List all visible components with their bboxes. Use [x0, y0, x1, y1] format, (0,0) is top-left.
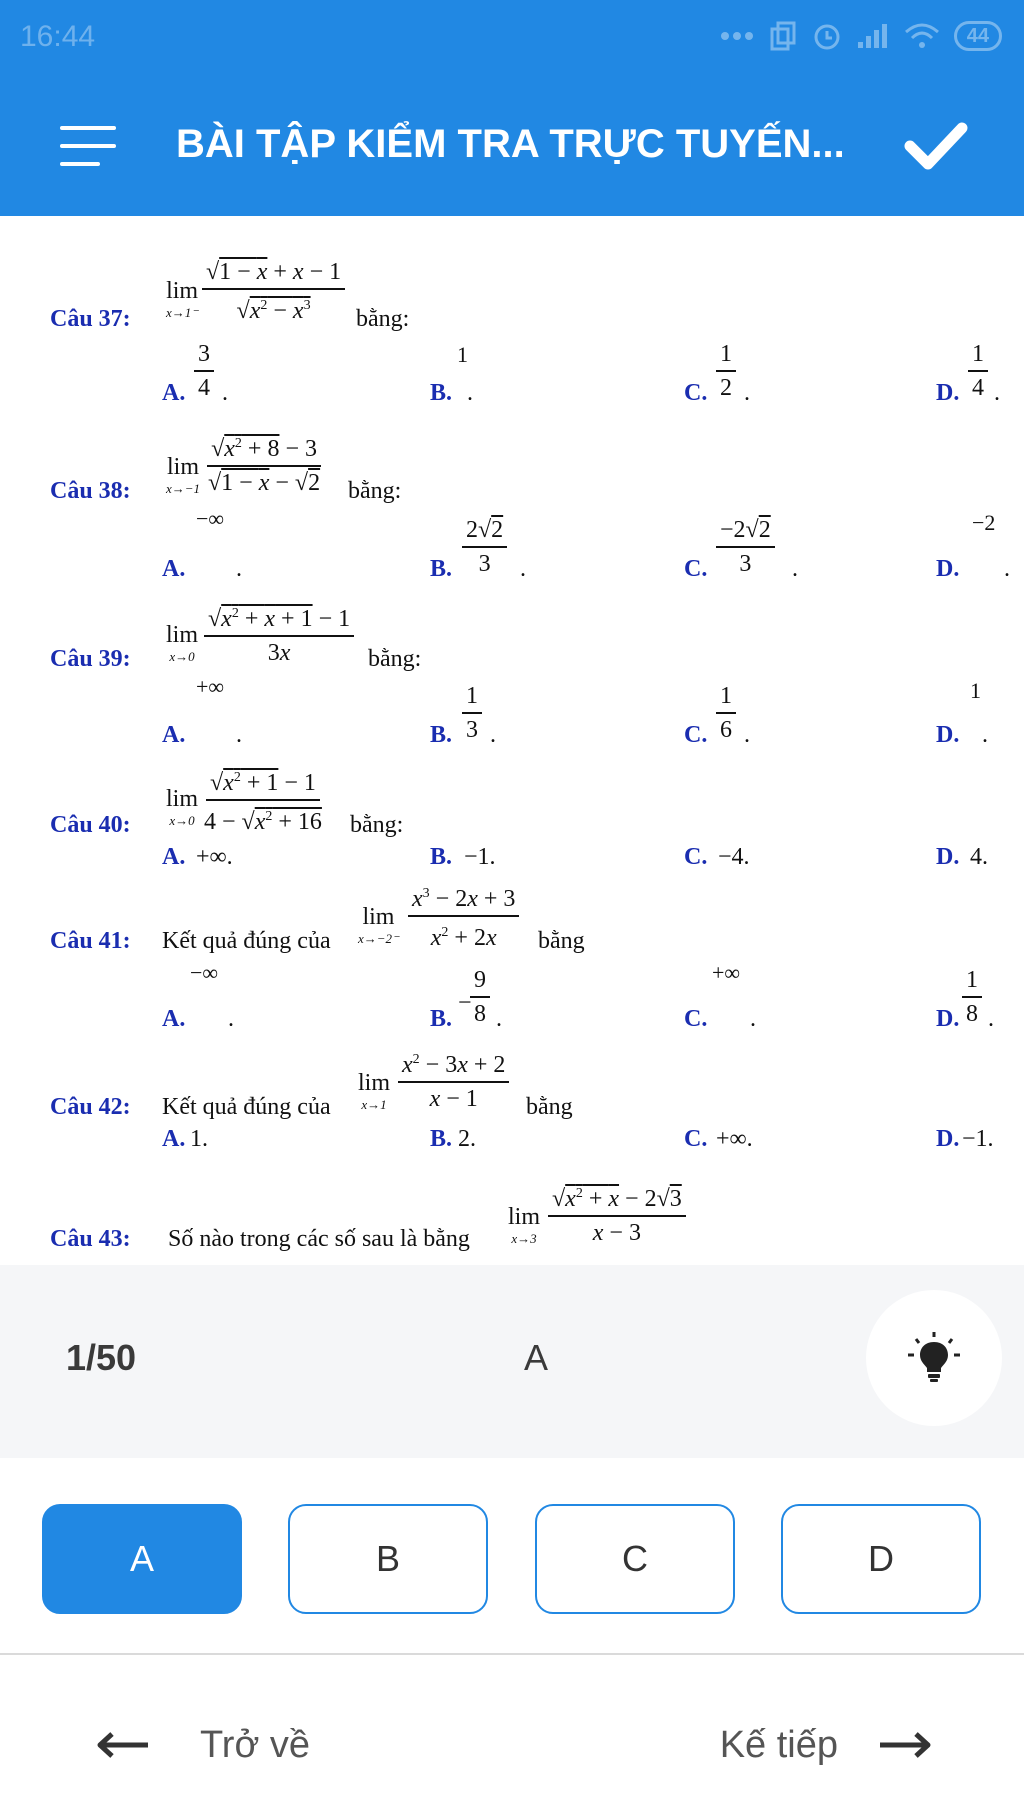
bottom-navigation: [0, 1657, 1024, 1820]
arrow-right-icon: [878, 1730, 932, 1760]
limit-expression: $\frac{√x^2 + 1 - 1}{4 - √x^2 + 16}$: [200, 764, 326, 836]
question-intro: Kết quả đúng của: [162, 928, 331, 954]
signal-icon: [856, 22, 890, 50]
limit-operator: lim x→0: [166, 786, 199, 828]
choice-d-button[interactable]: D: [781, 1504, 981, 1614]
limit-operator: lim x→1⁻: [166, 278, 199, 320]
back-button[interactable]: [96, 1717, 310, 1773]
question-sheet: Câu 37: lim x→1⁻ $\frac{√1 - x + x - 1}{√x^2 - x^3}$ bằng: A. $\frac{3}{4}$ . B. 1 . C. $\frac{1}{2}$ . D. $\frac{1}{4}$ . Câu 38: lim x→−1 $\frac{√x^2 + 8 - 3}{√1 - x - √2}$ bằng: −∞ A. . B. $\frac{2√2}{3}$ . C. $\frac{-2√2}{3}$ . D. −2 . Câu 39: lim x→0 $\frac{√x^2 + x + 1 - 1}{3x}$ bằng: +∞ A. . B. $\frac{1}{3}$ . C. $\frac{1}{6}$ . D. 1 . Câu 40: lim x→0 $\frac{√x^2 + 1 - 1}{4 - √x^2 + 16}$ bằng: A. +∞. B. −1. C. −4. D. 4. Câu 41: Kết quả đúng của lim x→−2⁻ $\frac{x^3 - 2x + 3}{x^2 + 2x}$ bằng −∞ +∞ A. . B. − $\frac{9}{8}$ . C. . D. $\frac{1}{8}$ . Câu 42: Kết quả đúng của lim x→1 $\frac{x^2 - 3x + 2}{x - 1}$ bằng A. 1. B. 2. C. +∞. D. −1. Câu 43: Số nào trong các số sau là bằng lim x→3 $\frac{√x^2 + x - 2√3}{x - 3}$: [50, 259, 1010, 1252]
hint-button[interactable]: [866, 1290, 1002, 1426]
answer-status-bar: [0, 1265, 1024, 1458]
option-c-value: $\frac{-2√2}{3}$: [716, 516, 775, 578]
next-button[interactable]: [720, 1717, 932, 1773]
option-a-fragment: −∞: [196, 506, 225, 531]
limit-expression: $\frac{√x^2 + x + 1 - 1}{3x}$: [204, 600, 354, 667]
option-b-fragment: 1: [457, 342, 468, 367]
next-label: Kế tiếp: [719, 1723, 838, 1766]
option-a-key: A.: [162, 722, 186, 748]
option-a-key: A.: [162, 1126, 186, 1152]
question-label: Câu 39:: [50, 646, 131, 672]
question-label: Câu 40:: [50, 812, 131, 838]
option-c-value: $\frac{1}{2}$: [716, 340, 736, 402]
option-c-key: C.: [684, 1006, 708, 1032]
option-c-fragment: +∞: [712, 960, 741, 985]
option-c-value: −4.: [718, 844, 750, 870]
status-time: 16:44: [20, 20, 96, 53]
limit-expression: $\frac{√x^2 + x - 2√3}{x - 3}$: [548, 1180, 686, 1247]
selected-answer: A: [523, 1337, 548, 1378]
option-d-fragment: −2: [972, 510, 996, 535]
option-a-value: 1.: [190, 1126, 208, 1152]
limit-expression: $\frac{x^3 - 2x + 3}{x^2 + 2x}$: [408, 880, 519, 952]
question-suffix: bằng:: [350, 812, 404, 838]
option-a-key: A.: [162, 844, 186, 870]
answer-choices: [0, 1458, 1024, 1655]
limit-expression: $\frac{√1 - x + x - 1}{√x^2 - x^3}$: [202, 258, 345, 325]
question-label: Câu 42:: [50, 1094, 131, 1120]
question-label: Câu 43:: [50, 1226, 131, 1252]
screen-rotate-icon: [768, 21, 798, 51]
option-b-key: B.: [430, 556, 453, 582]
option-a-value: $\frac{3}{4}$: [194, 340, 214, 402]
question-suffix: bằng: [526, 1094, 573, 1120]
choice-c-button[interactable]: C: [535, 1504, 735, 1614]
option-d-value: $\frac{1}{4}$: [968, 340, 988, 402]
back-label: Trở về: [200, 1723, 311, 1766]
limit-operator: lim x→−2⁻: [358, 904, 399, 946]
option-c-key: C.: [684, 380, 708, 406]
limit-operator: lim x→3: [508, 1204, 541, 1246]
option-b-value: −1.: [464, 844, 496, 870]
option-c-key: C.: [684, 844, 708, 870]
option-a-value: +∞.: [196, 844, 233, 870]
app-bar: [0, 0, 1024, 216]
limit-operator: lim x→1: [358, 1070, 391, 1112]
question-suffix: bằng:: [356, 306, 410, 332]
status-icons: [720, 18, 1002, 54]
option-c-key: C.: [684, 1126, 708, 1152]
option-a-fragment: +∞: [196, 674, 225, 699]
page-title: BÀI TẬP KIỂM TRA TRỰC TUYẾN...: [176, 122, 845, 166]
lightbulb-icon: [906, 1330, 962, 1386]
submit-check-icon[interactable]: [904, 118, 968, 174]
option-a-fragment: −∞: [190, 960, 219, 985]
option-d-key: D.: [936, 844, 960, 870]
option-b-value: 2.: [458, 1126, 476, 1152]
option-d-key: D.: [936, 1006, 960, 1032]
option-b-value: $\frac{1}{3}$: [462, 682, 482, 744]
option-a-key: A.: [162, 380, 186, 406]
status-bar: [0, 0, 1024, 72]
option-d-key: D.: [936, 556, 960, 582]
question-intro: Kết quả đúng của: [162, 1094, 331, 1120]
alarm-icon: [812, 21, 842, 51]
option-d-key: D.: [936, 1126, 960, 1152]
choice-b-button[interactable]: B: [288, 1504, 488, 1614]
option-b-value: $\frac{2√2}{3}$: [462, 516, 507, 578]
limit-expression: $\frac{√x^2 + 8 - 3}{√1 - x - √2}$: [204, 430, 324, 497]
question-suffix: bằng:: [348, 478, 402, 504]
option-b-key: B.: [430, 1126, 453, 1152]
option-a-key: A.: [162, 556, 186, 582]
wifi-icon: [904, 22, 940, 50]
option-d-fragment: 1: [970, 678, 981, 703]
option-b-key: B.: [430, 380, 453, 406]
question-counter: 1/50: [66, 1337, 137, 1378]
option-c-value: +∞.: [716, 1126, 753, 1152]
choice-a-button[interactable]: A: [42, 1504, 242, 1614]
option-b-key: B.: [430, 1006, 453, 1032]
option-c-key: C.: [684, 556, 708, 582]
more-dots-icon: [720, 31, 754, 41]
battery-indicator: 44: [954, 21, 1002, 51]
option-d-value: $\frac{1}{8}$: [962, 966, 982, 1028]
option-d-value: 4.: [970, 844, 988, 870]
limit-operator: lim x→−1: [166, 454, 201, 496]
question-label: Câu 37:: [50, 306, 131, 332]
option-b-key: B.: [430, 844, 453, 870]
question-label: Câu 38:: [50, 478, 131, 504]
option-b-key: B.: [430, 722, 453, 748]
option-d-key: D.: [936, 380, 960, 406]
option-d-value: −1.: [962, 1126, 994, 1152]
option-c-key: C.: [684, 722, 708, 748]
arrow-left-icon: [96, 1730, 150, 1760]
option-a-key: A.: [162, 1006, 186, 1032]
hamburger-menu-icon[interactable]: [60, 126, 116, 166]
question-suffix: bằng: [538, 928, 585, 954]
question-label: Câu 41:: [50, 928, 131, 954]
option-b-value: $\frac{9}{8}$: [470, 966, 490, 1028]
option-c-value: $\frac{1}{6}$: [716, 682, 736, 744]
limit-expression: $\frac{x^2 - 3x + 2}{x - 1}$: [398, 1046, 509, 1113]
question-intro: Số nào trong các số sau là bằng: [168, 1226, 470, 1252]
question-suffix: bằng:: [368, 646, 422, 672]
option-d-key: D.: [936, 722, 960, 748]
limit-operator: lim x→0: [166, 622, 199, 664]
